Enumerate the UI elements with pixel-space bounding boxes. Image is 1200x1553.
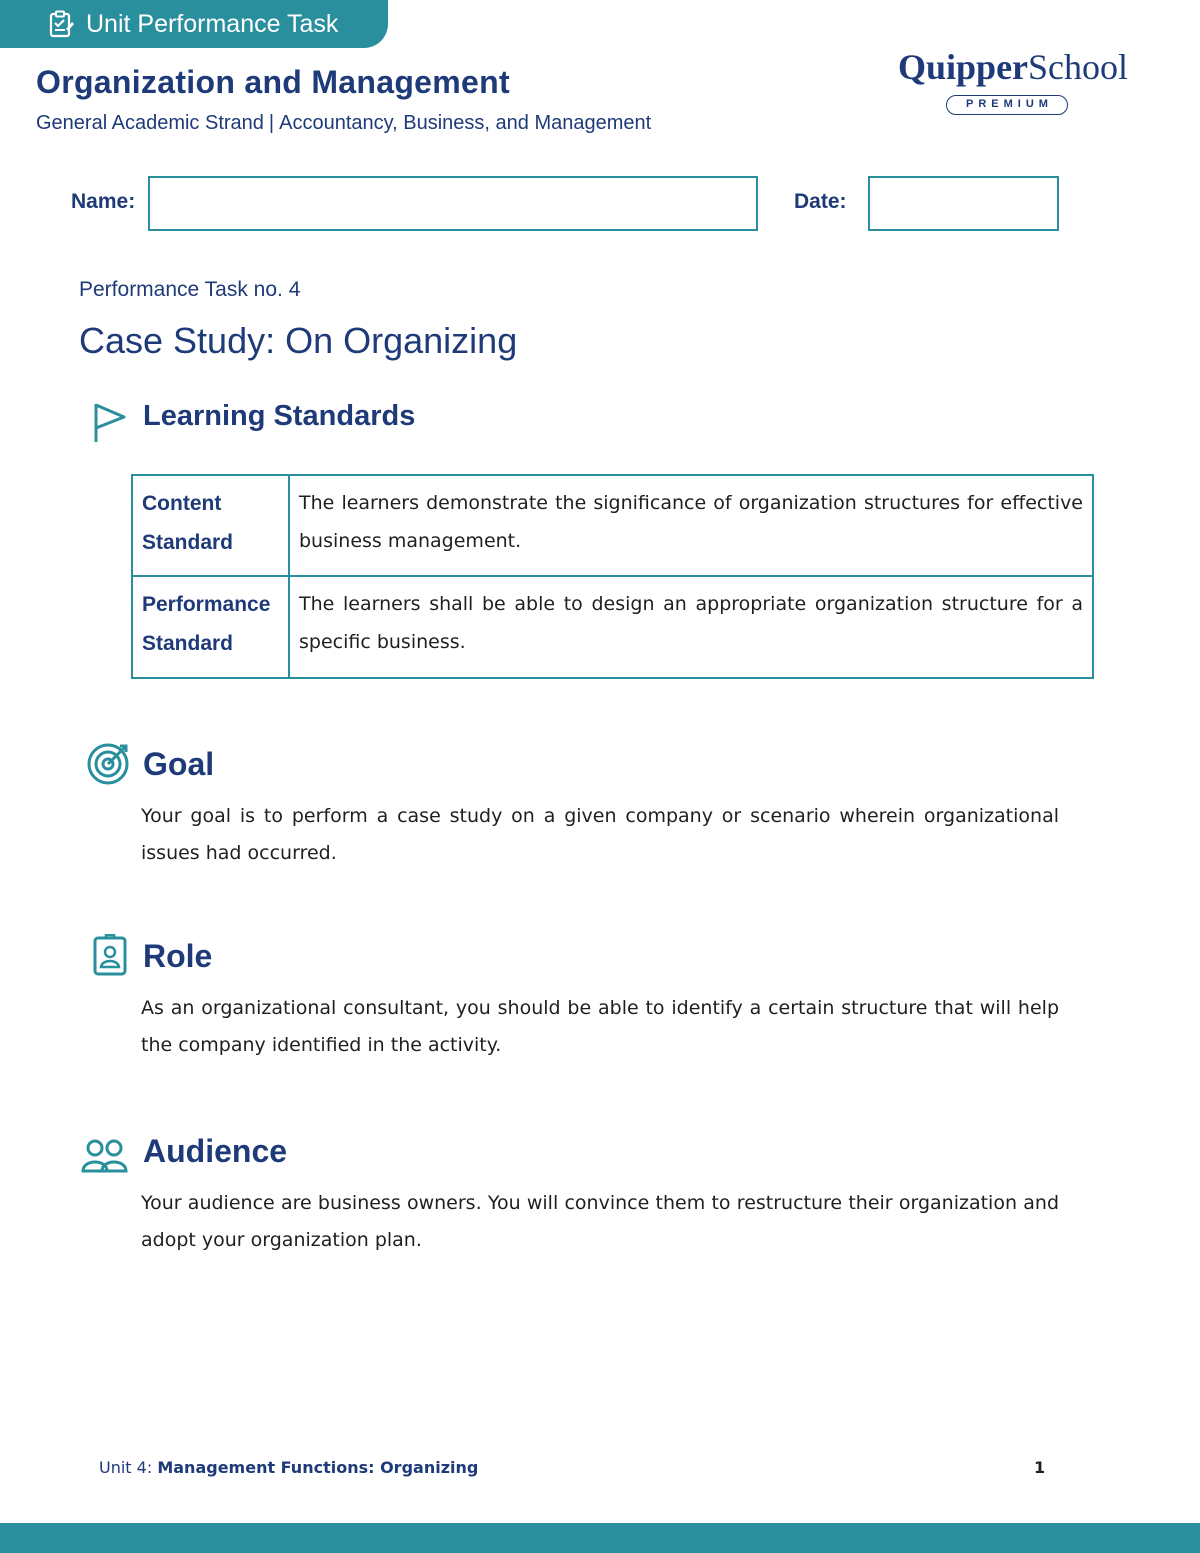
unit-performance-task-tab (0, 0, 388, 48)
target-icon (84, 740, 134, 786)
goal-heading: Goal (143, 746, 215, 782)
page-number: 1 (1034, 1458, 1046, 1477)
strand-line (36, 112, 651, 135)
flag-icon (90, 400, 130, 446)
audience-heading: Audience (143, 1133, 288, 1169)
role-text: As an organizational consultant, you should be able to identify a certain structure that will help the company identified in the activity. (141, 997, 1059, 1056)
date-field[interactable] (868, 176, 1059, 231)
footer-unit (99, 1458, 478, 1477)
label-line: Standard (142, 531, 234, 554)
logo-part-school: School (1028, 47, 1129, 87)
people-icon (80, 1138, 130, 1174)
label-line: Standard (142, 632, 234, 655)
premium-badge: PREMIUM (946, 95, 1068, 115)
label-line: Content (142, 492, 222, 515)
date-label: Date: (794, 190, 847, 213)
footer-unit-title: Management Functions: Organizing (157, 1458, 479, 1477)
goal-text: Your goal is to perform a case study on a given company or scenario wherein organizational issues had occurred. (141, 805, 1059, 864)
id-badge-icon (92, 934, 130, 978)
quipper-school-logo (898, 46, 1128, 88)
content-standard-label (132, 475, 289, 576)
name-label: Name: (71, 190, 136, 213)
clipboard-check-icon (46, 9, 76, 39)
strand-right: Accountancy, Business, and Management (279, 112, 652, 134)
strand-separator: | (268, 112, 275, 134)
footer-unit-prefix: Unit 4: (99, 1458, 153, 1477)
label-line: Performance (142, 593, 271, 616)
learning-standards-table (131, 474, 1094, 679)
logo-part-quipper: Quipper (898, 47, 1029, 87)
table-row (132, 475, 1093, 576)
case-study-title: Case Study: On Organizing (79, 320, 518, 361)
strand-left: General Academic Strand (36, 112, 264, 134)
performance-standard-label (132, 576, 289, 678)
content-standard-text: The learners demonstrate the significance of organization structures for effective business management. (289, 475, 1093, 576)
performance-standard-text: The learners shall be able to design an appropriate organization structure for a specific business. (289, 576, 1093, 678)
bottom-bar (0, 1523, 1200, 1553)
tab-label: Unit Performance Task (86, 9, 339, 38)
name-field[interactable] (148, 176, 758, 231)
table-row (132, 576, 1093, 678)
subject-title: Organization and Management (36, 64, 510, 100)
learning-standards-heading: Learning Standards (143, 400, 416, 432)
performance-task-number: Performance Task no. 4 (79, 278, 301, 301)
role-heading: Role (143, 938, 213, 974)
audience-text: Your audience are business owners. You will convince them to restructure their organization and adopt your organization plan. (141, 1192, 1059, 1251)
